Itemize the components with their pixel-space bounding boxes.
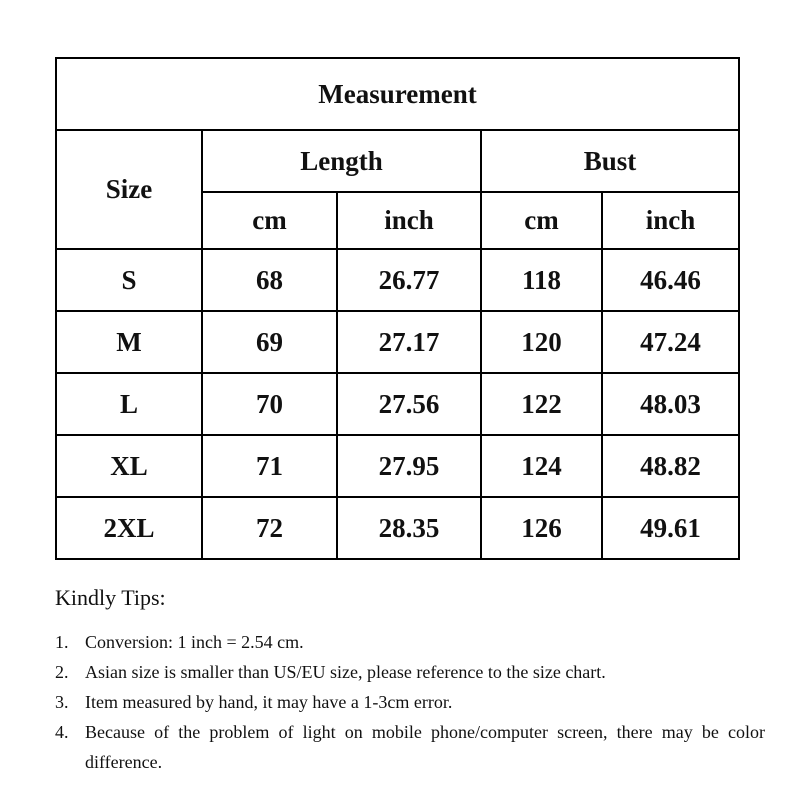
value-cell: 122 <box>481 373 602 435</box>
size-cell: M <box>56 311 202 373</box>
size-cell: L <box>56 373 202 435</box>
value-cell: 72 <box>202 497 337 559</box>
value-cell: 26.77 <box>337 249 481 311</box>
size-cell: 2XL <box>56 497 202 559</box>
list-item <box>55 687 765 717</box>
tips-title: Kindly Tips: <box>55 585 166 610</box>
table-row <box>56 497 739 559</box>
value-cell: 126 <box>481 497 602 559</box>
unit-header: cm <box>202 192 337 249</box>
unit-header: inch <box>602 192 739 249</box>
value-cell: 27.17 <box>337 311 481 373</box>
tip-text: Asian size is smaller than US/EU size, please reference to the size chart. <box>85 662 606 682</box>
tips-section <box>55 583 765 777</box>
table-row <box>56 373 739 435</box>
value-cell: 70 <box>202 373 337 435</box>
table-row <box>56 435 739 497</box>
size-chart-table <box>55 57 740 560</box>
length-group-header: Length <box>202 130 481 192</box>
table-row <box>56 311 739 373</box>
value-cell: 46.46 <box>602 249 739 311</box>
size-column-header: Size <box>56 130 202 249</box>
size-cell: XL <box>56 435 202 497</box>
value-cell: 47.24 <box>602 311 739 373</box>
bust-group-header: Bust <box>481 130 739 192</box>
value-cell: 48.82 <box>602 435 739 497</box>
tips-list <box>55 627 765 777</box>
value-cell: 27.56 <box>337 373 481 435</box>
value-cell: 120 <box>481 311 602 373</box>
value-cell: 71 <box>202 435 337 497</box>
list-item <box>55 657 765 687</box>
value-cell: 48.03 <box>602 373 739 435</box>
tip-text: Conversion: 1 inch = 2.54 cm. <box>85 632 304 652</box>
tip-number: 3. <box>55 692 69 712</box>
tip-number: 2. <box>55 662 69 682</box>
value-cell: 124 <box>481 435 602 497</box>
tip-text: Because of the problem of light on mobile phone/computer screen, there may be color difference. <box>85 722 765 772</box>
value-cell: 49.61 <box>602 497 739 559</box>
value-cell: 28.35 <box>337 497 481 559</box>
tip-number: 4. <box>55 722 69 742</box>
table-row <box>56 249 739 311</box>
list-item <box>55 717 765 777</box>
value-cell: 118 <box>481 249 602 311</box>
table-title: Measurement <box>56 58 739 130</box>
unit-header: inch <box>337 192 481 249</box>
value-cell: 69 <box>202 311 337 373</box>
tip-number: 1. <box>55 632 69 652</box>
value-cell: 27.95 <box>337 435 481 497</box>
size-cell: S <box>56 249 202 311</box>
list-item <box>55 627 765 657</box>
unit-header: cm <box>481 192 602 249</box>
tip-text: Item measured by hand, it may have a 1-3cm error. <box>85 692 453 712</box>
value-cell: 68 <box>202 249 337 311</box>
